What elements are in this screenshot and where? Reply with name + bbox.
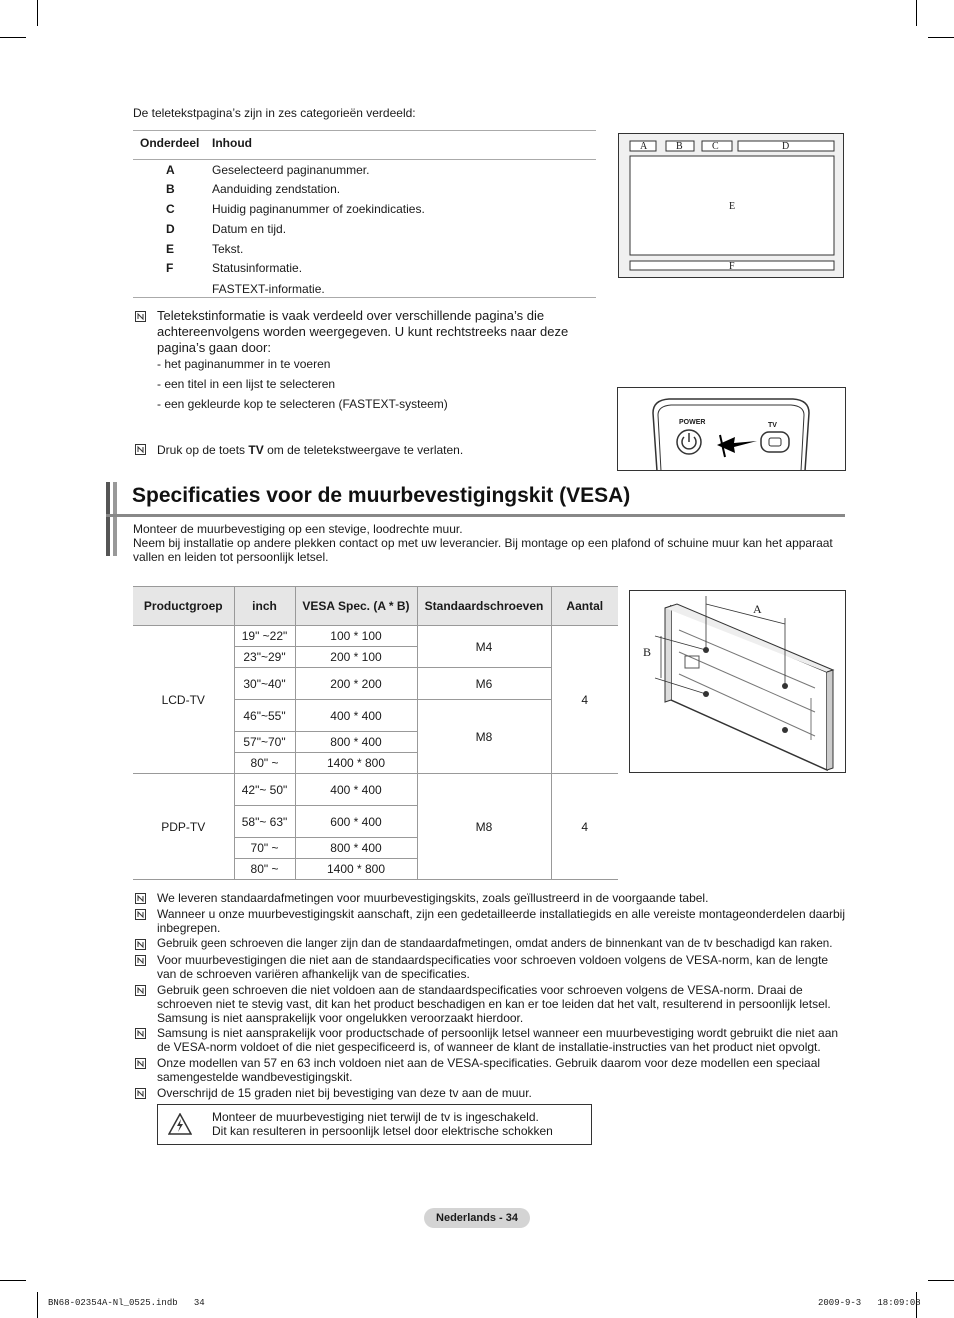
section-bar <box>113 482 117 556</box>
crop-mark <box>916 0 917 26</box>
count-cell: 4 <box>551 626 618 774</box>
screen-label-e: E <box>729 201 736 212</box>
screen-label-d: D <box>782 141 790 152</box>
note-icon <box>135 1028 146 1039</box>
table-header-content: Inhoud <box>212 136 252 150</box>
spec-cell: 400 * 400 <box>295 700 417 732</box>
screen-label-f: F <box>729 261 735 272</box>
count-cell: 4 <box>551 774 618 880</box>
screen-label-c: C <box>712 141 719 152</box>
remote-illustration <box>617 387 846 471</box>
screw-cell: M4 <box>417 626 551 668</box>
inch-cell: 58"~ 63" <box>234 806 295 838</box>
note-list-item: - een titel in een lijst te selecteren <box>157 377 336 391</box>
inch-cell: 42"~ 50" <box>234 774 295 806</box>
screw-cell: M6 <box>417 668 551 700</box>
crop-mark <box>37 1292 38 1318</box>
crop-mark <box>0 37 26 38</box>
spec-cell: 400 * 400 <box>295 774 417 806</box>
table-header-part: Onderdeel <box>140 136 200 150</box>
note-text: om de teletekstweergave te verlaten. <box>263 443 464 457</box>
section-bar <box>106 482 110 556</box>
header-vesa-spec: VESA Spec. (A * B) <box>295 587 417 626</box>
spec-cell: 1400 * 800 <box>295 753 417 774</box>
row-key: F <box>166 261 174 275</box>
spec-cell: 800 * 400 <box>295 838 417 859</box>
screen-label-a: A <box>640 141 648 152</box>
vesa-spec-table <box>133 586 618 880</box>
spec-cell: 200 * 200 <box>295 668 417 700</box>
tv-label: TV <box>768 422 777 429</box>
note-text: Gebruik geen schroeven die niet voldoen aan de standaardspecificaties voor schroeven volgens de VESA-norm. Draai de schroeven niet te stevig vast, dit kan het product beschadigen en kan er toe leiden dat het valt, resulterend in persoonlijk letsel. Samsung is niet aansprakelijk voor ongelukken veroorzaakt hierdoor. <box>157 983 831 1025</box>
note-text: Samsung is niet aansprakelijk voor productschade of persoonlijk letsel wanneer een muurbevestiging wordt gebruikt die niet aan de VESA-norm voldoet of die niet gespecificeerd is, of wanneer de klant de installatie-instructies van het product niet opvolgt. <box>157 1026 839 1054</box>
note-list-item: - het paginanummer in te voeren <box>157 357 331 371</box>
note-teletext-pages: Teletekstinformatie is vaak verdeeld over verschillende pagina’s die achtereenvolgens worden weergegeven. U kunt rechtstreeks naar deze pagina’s gaan door: <box>157 308 569 355</box>
inch-cell: 46"~55" <box>234 700 295 732</box>
row-key: A <box>166 163 175 177</box>
wall-mount-diagram <box>629 590 846 773</box>
note-icon <box>135 1058 146 1069</box>
note-text: Druk op de toets <box>157 443 249 457</box>
note-text: Overschrijd de 15 graden niet bij bevestiging van deze tv aan de muur. <box>157 1086 532 1100</box>
crop-mark <box>0 1280 26 1281</box>
header-productgroup: Productgroep <box>133 587 234 626</box>
inch-cell: 57"~70" <box>234 732 295 753</box>
inch-cell: 19" ~22" <box>234 626 295 647</box>
row-value: Geselecteerd paginanummer. <box>212 163 370 177</box>
note-icon <box>135 909 146 920</box>
row-value: Datum en tijd. <box>212 222 287 236</box>
note-exit-teletext <box>157 443 463 457</box>
row-value: FASTEXT-informatie. <box>212 282 325 296</box>
group-cell: LCD-TV <box>133 626 234 774</box>
row-value: Statusinformatie. <box>212 261 303 275</box>
note-text: Wanneer u onze muurbevestigingskit aanschaft, zijn een gedetailleerde installatiegids en alle vereiste montageonderdelen daarbij inbegrepen. <box>157 907 845 935</box>
note-icon <box>135 985 146 996</box>
row-value: Huidig paginanummer of zoekindicaties. <box>212 202 425 216</box>
crop-mark <box>928 37 954 38</box>
row-value: Tekst. <box>212 242 244 256</box>
note-icon <box>135 311 146 322</box>
section-intro-line: Monteer de muurbevestiging op een stevige, loodrechte muur. <box>133 522 463 536</box>
header-count: Aantal <box>551 587 618 626</box>
divider <box>133 297 596 298</box>
note-icon <box>135 444 146 455</box>
dimension-label-b: B <box>643 645 652 659</box>
note-text: Onze modellen van 57 en 63 inch voldoen niet aan de VESA-specificaties. Gebruik daarom voor deze modellen een speciaal samengestelde wandbevestigingskit. <box>157 1056 821 1084</box>
teletext-intro: De teletekstpagina’s zijn in zes categorieën verdeeld: <box>133 106 416 120</box>
row-key: B <box>166 182 175 196</box>
footer-file: BN68-02354A-Nl_0525.indb 34 <box>48 1298 205 1308</box>
power-label: POWER <box>679 419 706 426</box>
screw-cell: M8 <box>417 700 551 774</box>
section-title: Specificaties voor de muurbevestigingskit (VESA) <box>132 484 631 507</box>
note-icon <box>135 1088 146 1099</box>
header-inch: inch <box>234 587 295 626</box>
header-screws: Standaardschroeven <box>417 587 551 626</box>
group-cell: PDP-TV <box>133 774 234 880</box>
row-value: Aanduiding zendstation. <box>212 182 341 196</box>
teletext-screen-diagram <box>618 133 844 278</box>
note-text: Voor muurbevestigingen die niet aan de standaardspecificaties voor schroeven voldoen volgens de VESA-norm, kan de lengte van de schroeven variëren afhankelijk van de specificaties. <box>157 953 829 981</box>
note-text: Gebruik geen schroeven die langer zijn dan de standaardafmetingen, omdat anders de binnenkant van de tv beschadigd kan raken. <box>157 937 833 950</box>
spec-cell: 1400 * 800 <box>295 859 417 880</box>
section-underline <box>106 514 845 517</box>
inch-cell: 23"~29" <box>234 647 295 668</box>
spec-cell: 600 * 400 <box>295 806 417 838</box>
divider <box>133 159 596 160</box>
warning-line: Monteer de muurbevestiging niet terwijl de tv is ingeschakeld. <box>212 1110 539 1124</box>
table-row <box>133 626 618 647</box>
divider <box>133 130 596 131</box>
spec-cell: 100 * 100 <box>295 626 417 647</box>
row-key: C <box>166 202 175 216</box>
page-number-badge: Nederlands - 34 <box>424 1208 530 1228</box>
inch-cell: 80" ~ <box>234 753 295 774</box>
spec-cell: 200 * 100 <box>295 647 417 668</box>
tv-key-label: TV <box>248 443 264 457</box>
note-icon <box>135 955 146 966</box>
row-key: D <box>166 222 175 236</box>
warning-line: Dit kan resulteren in persoonlijk letsel door elektrische schokken <box>212 1124 553 1138</box>
screw-cell: M8 <box>417 774 551 880</box>
note-text: We leveren standaardafmetingen voor muurbevestigingskits, zoals geïllustreerd in de voorgaande tabel. <box>157 891 709 905</box>
crop-mark <box>928 1280 954 1281</box>
note-icon <box>135 939 146 950</box>
screen-label-b: B <box>676 141 683 152</box>
note-list-item: - een gekleurde kop te selecteren (FASTEXT-systeem) <box>157 397 448 411</box>
section-intro-line: Neem bij installatie op andere plekken contact op met uw leverancier. Bij montage op een plafond of schuine muur kan het apparaat vallen en leiden tot persoonlijk letsel. <box>133 536 833 564</box>
dimension-label-a: A <box>753 602 762 616</box>
table-row <box>133 774 618 806</box>
footer-date: 2009-9-3 18:09:08 <box>818 1298 921 1308</box>
spec-cell: 800 * 400 <box>295 732 417 753</box>
row-key: E <box>166 242 175 256</box>
table-header-row <box>133 587 618 626</box>
inch-cell: 30"~40" <box>234 668 295 700</box>
note-icon <box>135 893 146 904</box>
warning-icon <box>168 1113 192 1140</box>
inch-cell: 80" ~ <box>234 859 295 880</box>
crop-mark <box>37 0 38 26</box>
warning-box <box>157 1104 592 1145</box>
inch-cell: 70" ~ <box>234 838 295 859</box>
